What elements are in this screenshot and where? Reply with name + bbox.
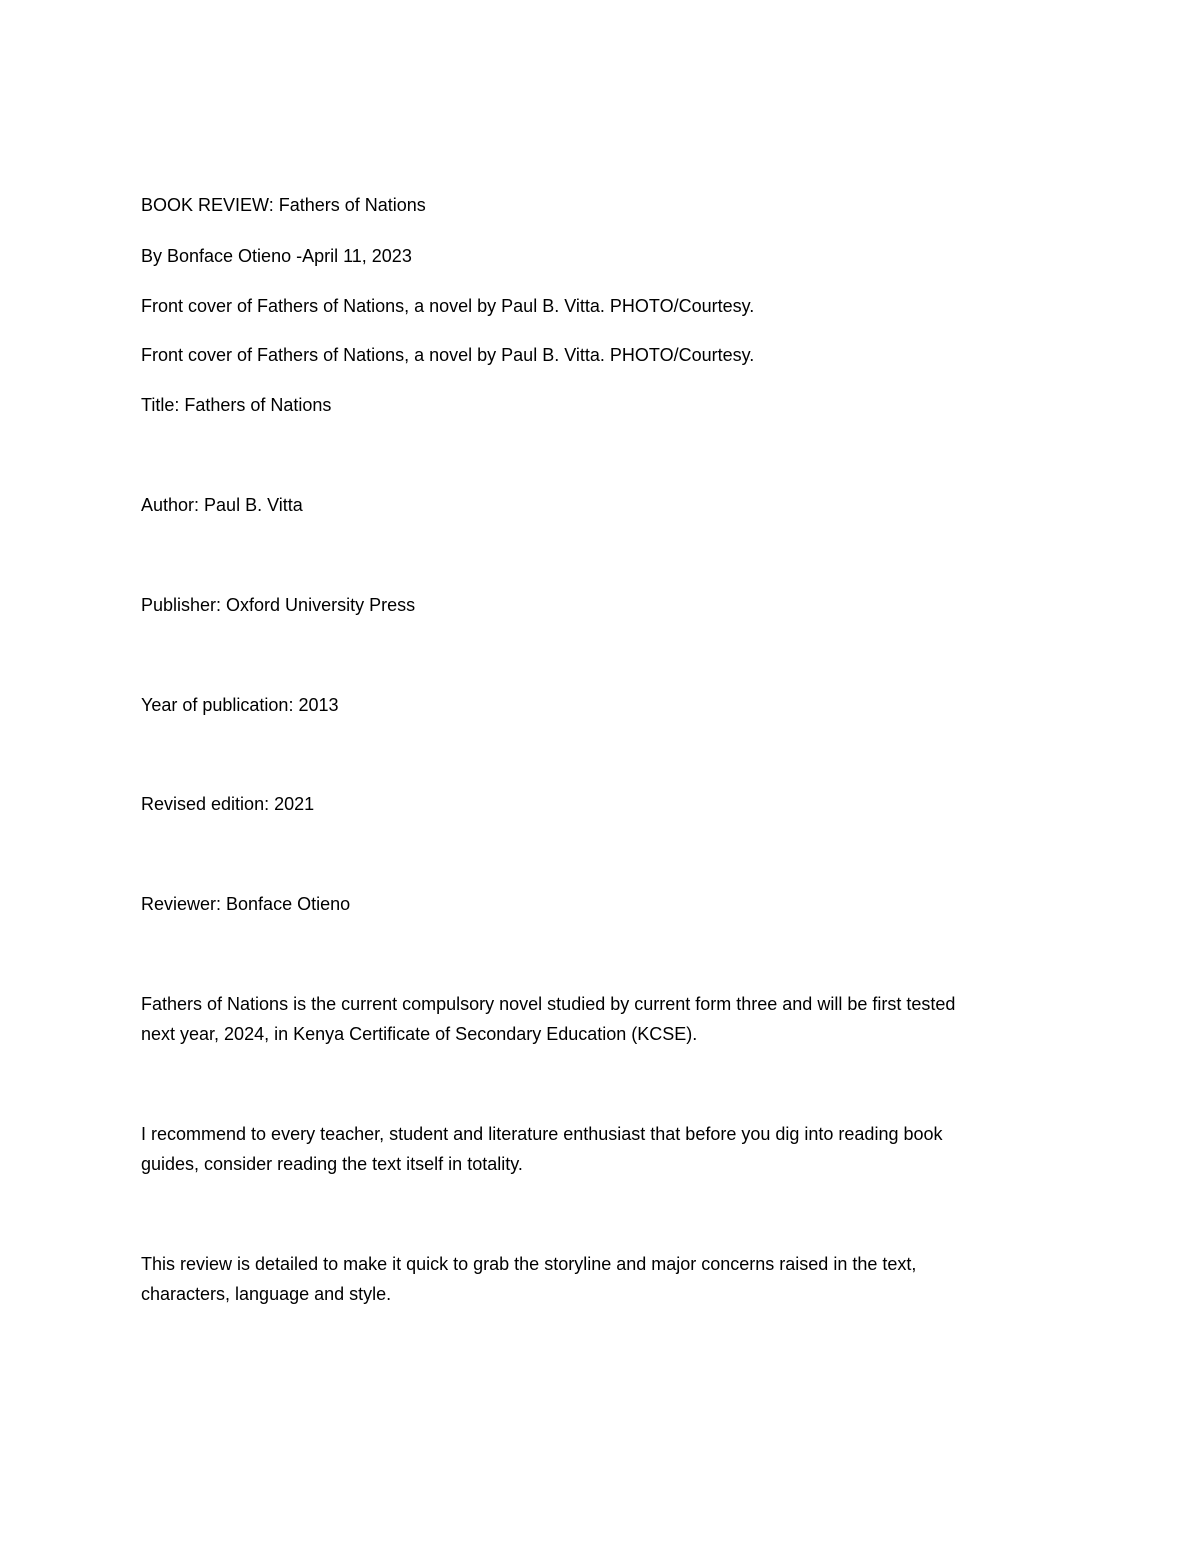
byline-text: By Bonface Otieno -April 11, 2023 — [141, 246, 412, 266]
body-paragraph-2-line-1: I recommend to every teacher, student and literature enthusiast that before you dig into reading book — [141, 1124, 943, 1144]
body-paragraph-2-line-2: guides, consider reading the text itself in totality. — [141, 1154, 523, 1174]
photo-caption-1-text: Front cover of Fathers of Nations, a novel by Paul B. Vitta. PHOTO/Courtesy. — [141, 296, 755, 316]
body-paragraph-1-line-1: Fathers of Nations is the current compulsory novel studied by current form three and will be first tested — [141, 994, 956, 1014]
review-heading-text: BOOK REVIEW: Fathers of Nations — [141, 195, 426, 215]
byline — [141, 241, 1061, 271]
publisher-line-text: Publisher: Oxford University Press — [141, 595, 416, 615]
body-paragraph-1-line-2: next year, 2024, in Kenya Certificate of Secondary Education (KCSE). — [141, 1024, 698, 1044]
review-heading — [141, 190, 1061, 220]
title-line-text: Title: Fathers of Nations — [141, 395, 332, 415]
body-paragraph-3 — [141, 1249, 1061, 1309]
year-line-text: Year of publication: 2013 — [141, 695, 339, 715]
body-paragraph-3-line-2: characters, language and style. — [141, 1284, 392, 1304]
photo-caption-2 — [141, 340, 1061, 370]
year-line — [141, 690, 1061, 720]
reviewer-line-text: Reviewer: Bonface Otieno — [141, 894, 351, 914]
photo-caption-2-text: Front cover of Fathers of Nations, a novel by Paul B. Vitta. PHOTO/Courtesy. — [141, 345, 755, 365]
body-paragraph-3-line-1: This review is detailed to make it quick to grab the storyline and major concerns raised in the text, — [141, 1254, 917, 1274]
body-paragraph-1 — [141, 989, 1061, 1049]
revised-edition-line — [141, 789, 1061, 819]
revised-edition-line-text: Revised edition: 2021 — [141, 794, 315, 814]
publisher-line — [141, 590, 1061, 620]
title-line — [141, 390, 1061, 420]
photo-caption-1 — [141, 291, 1061, 321]
author-line — [141, 490, 1061, 520]
author-line-text: Author: Paul B. Vitta — [141, 495, 303, 515]
reviewer-line — [141, 889, 1061, 919]
body-paragraph-2 — [141, 1119, 1061, 1179]
